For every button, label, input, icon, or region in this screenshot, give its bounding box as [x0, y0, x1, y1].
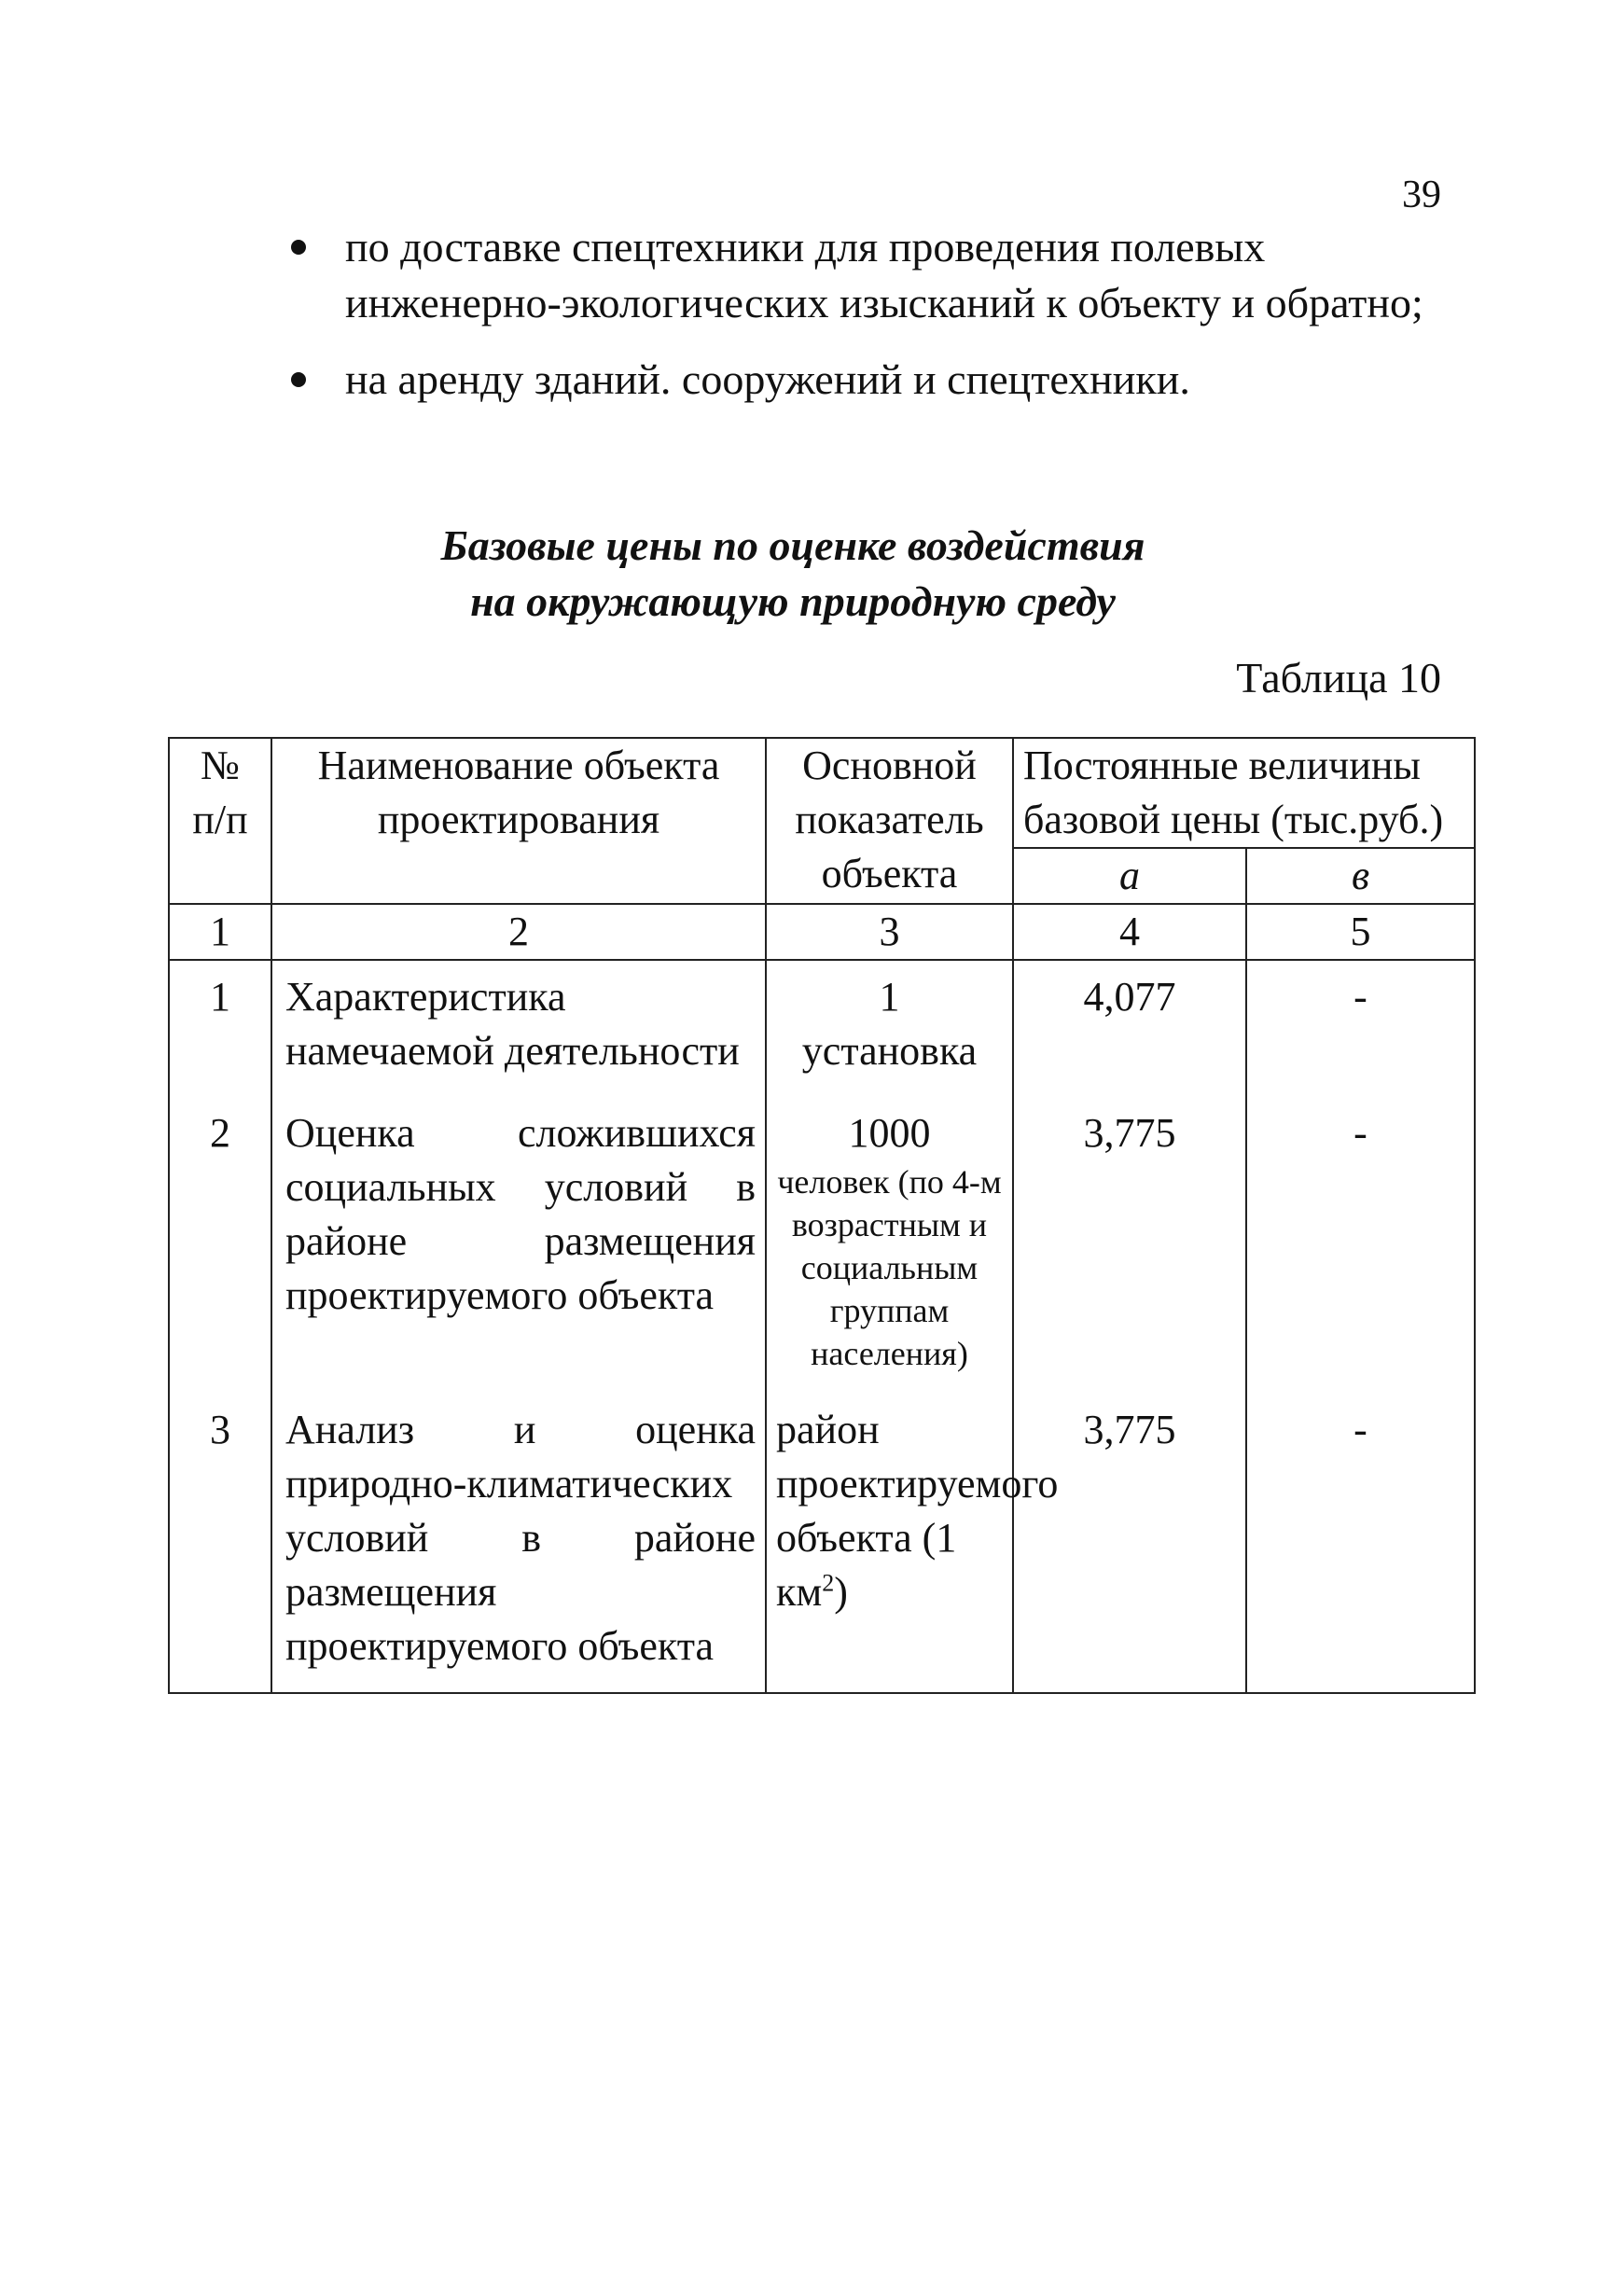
- table-row: [169, 1097, 1475, 1394]
- section-title: [280, 518, 1306, 630]
- row-name: Характеристика намечаемой деятельности: [271, 960, 766, 1097]
- row-name: Оценка сложившихся социальных условий в районе размещения проектируемого объекта: [271, 1097, 766, 1394]
- header-base-indicator: Основной показатель объекта: [766, 738, 1013, 904]
- row-base-indicator: [766, 960, 1013, 1097]
- row-value-a: 3,775: [1013, 1097, 1246, 1394]
- bullet-text: на аренду зданий. сооружений и спецтехники.: [345, 355, 1190, 403]
- base-value: 1000: [848, 1110, 931, 1156]
- bullet-text: по доставке спецтехники для проведения полевых инженерно-экологических изысканий к объекту и обратно;: [345, 223, 1423, 326]
- row-value-b: -: [1246, 1394, 1475, 1693]
- base-unit: человек (по 4-м возрастным и социальным группам населения): [777, 1163, 1002, 1372]
- row-base-indicator: [766, 1394, 1059, 1693]
- column-number: 5: [1246, 904, 1475, 960]
- row-name: Анализ и оценка природно-климатических условий в районе размещения проектируемого объекта: [271, 1394, 766, 1693]
- bullet-list: [280, 219, 1446, 428]
- row-number: 1: [169, 960, 271, 1097]
- column-number: 4: [1013, 904, 1246, 960]
- header-number: № п/п: [169, 738, 271, 904]
- bullet-dot-icon: [291, 372, 306, 387]
- header-sub-b: в: [1246, 848, 1475, 904]
- row-value-b: -: [1246, 1097, 1475, 1394]
- base-unit: установка: [801, 1028, 978, 1074]
- base-unit: район проектируемого объекта (1 км: [776, 1407, 1059, 1615]
- header-constants: Постоянные величины базовой цены (тыс.руб.): [1013, 738, 1475, 848]
- row-value-a: 3,775: [1013, 1394, 1246, 1693]
- header-name: Наименование объекта проектирования: [271, 738, 766, 904]
- table-row: [169, 960, 1475, 1097]
- section-title-line: Базовые цены по оценке воздействия: [440, 521, 1145, 569]
- column-number: 3: [766, 904, 1013, 960]
- row-number: 3: [169, 1394, 271, 1693]
- section-title-line: на окружающую природную среду: [470, 577, 1116, 625]
- header-row: [169, 738, 1475, 848]
- price-table: [168, 737, 1476, 1694]
- column-number: 2: [271, 904, 766, 960]
- bullet-dot-icon: [291, 240, 306, 255]
- table-label: Таблица 10: [1236, 654, 1441, 701]
- row-number: 2: [169, 1097, 271, 1394]
- base-value: 1: [879, 974, 900, 1020]
- base-unit-superscript: 2: [822, 1569, 835, 1597]
- row-value-b: -: [1246, 960, 1475, 1097]
- bullet-item: [280, 352, 1446, 408]
- page-number: 39: [1402, 174, 1441, 216]
- column-number-row: [169, 904, 1475, 960]
- bullet-item: [280, 219, 1446, 331]
- header-sub-a: а: [1013, 848, 1246, 904]
- row-value-a: 4,077: [1013, 960, 1246, 1097]
- base-unit-close: ): [834, 1569, 848, 1615]
- table-row: [169, 1394, 1475, 1693]
- row-base-indicator: [766, 1097, 1013, 1394]
- column-number: 1: [169, 904, 271, 960]
